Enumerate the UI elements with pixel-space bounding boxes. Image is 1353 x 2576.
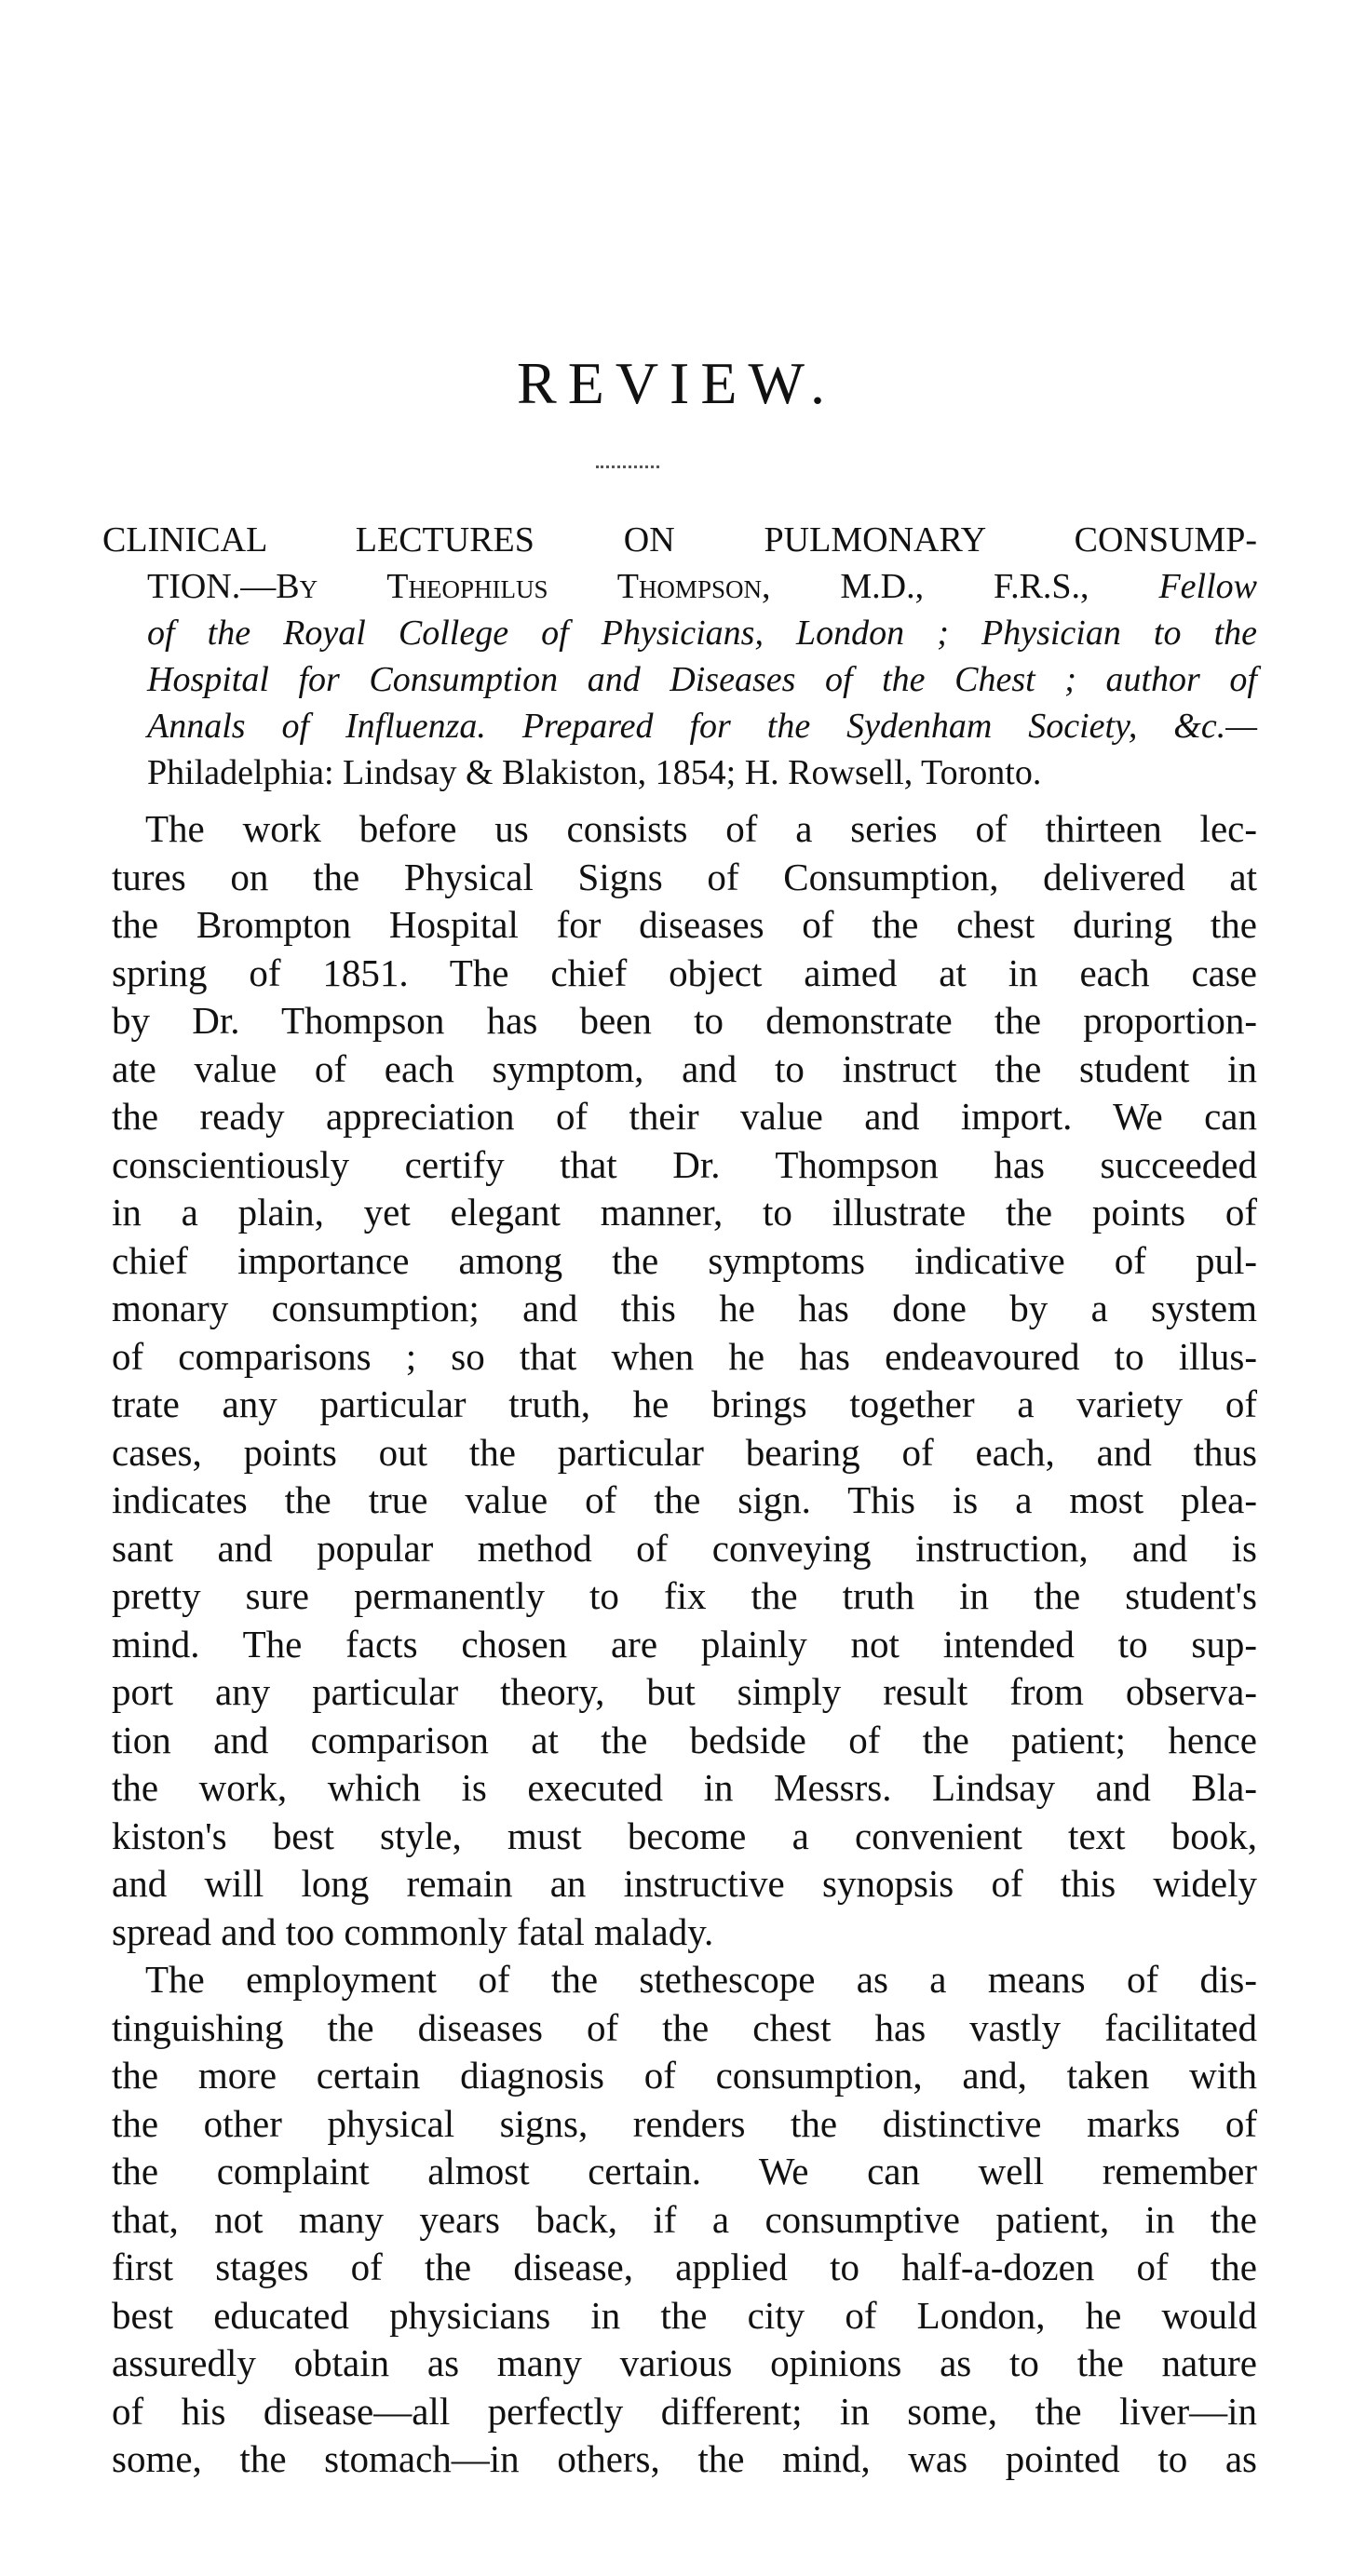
body-line: spring of 1851. The chief object aimed at in each case [112, 951, 1257, 994]
body-line: in a plain, yet elegant manner, to illustrate the points of [112, 1191, 1257, 1234]
body-line: The work before us consists of a series of thirteen lec- [145, 807, 1257, 850]
body-line: the complaint almost certain. We can well remember [112, 2150, 1257, 2192]
body-line: the Brompton Hospital for diseases of the chest during the [112, 903, 1257, 946]
body-line: best educated physicians in the city of London, he would [112, 2293, 1257, 2337]
body-line: kiston's best style, must become a convenient text book, [112, 1814, 1257, 1857]
body-line: The employment of the stethescope as a means of dis- [145, 1958, 1257, 2001]
page-heading: REVIEW. [517, 350, 836, 416]
citation-line-4 [102, 656, 1257, 703]
body-line: some, the stomach—in others, the mind, was pointed to as [112, 2437, 1257, 2480]
body-line: by Dr. Thompson has been to demonstrate the proportion- [112, 999, 1257, 1042]
citation-line-5 [102, 703, 1257, 749]
citation-line-1 [102, 517, 1257, 563]
citation-line-2 [102, 563, 1257, 610]
body-line: of his disease—all perfectly different; in some, the liver—in [112, 2389, 1257, 2433]
body-line: monary consumption; and this he has done by a system [112, 1287, 1257, 1329]
body-line: first stages of the disease, applied to half-a-dozen of the [112, 2246, 1257, 2288]
body-line: assuredly obtain as many various opinions as to the nature [112, 2341, 1257, 2384]
citation-italic: of the Royal College of Physicians, London ; Physician to the [147, 614, 1257, 653]
body-line: and will long remain an instructive synopsis of this widely [112, 1862, 1257, 1905]
body-line: ate value of each symptom, and to instruct the student in [112, 1046, 1257, 1090]
citation-line-6 [102, 749, 1257, 796]
citation-line-3 [102, 610, 1257, 656]
body-line: pretty sure permanently to fix the truth in the student's [112, 1574, 1257, 1617]
author-name: By Theophilus Thompson, [276, 567, 771, 606]
citation-block [102, 517, 1257, 796]
body-line: the more certain diagnosis of consumption, and, taken with [112, 2054, 1257, 2097]
citation-italic: Fellow [1158, 567, 1257, 606]
body-line: trate any particular truth, he brings together a variety of [112, 1382, 1257, 1425]
body-line: that, not many years back, if a consumptive patient, in the [112, 2197, 1257, 2241]
body-line: tures on the Physical Signs of Consumption, delivered at [112, 855, 1257, 898]
citation-text: CLINICAL LECTURES ON PULMONARY CONSUMP- [102, 520, 1257, 560]
heading-divider [596, 465, 659, 468]
body-line: the work, which is executed in Messrs. Lindsay and Bla- [112, 1766, 1257, 1809]
body-line: the ready appreciation of their value and import. We can [112, 1095, 1257, 1138]
body-line: mind. The facts chosen are plainly not intended to sup- [112, 1622, 1257, 1666]
citation-text: M.D., F.R.S., [770, 567, 1159, 606]
body-line: tion and comparison at the bedside of the patient; hence [112, 1718, 1257, 1761]
body-line: port any particular theory, but simply result from observa- [112, 1670, 1257, 1713]
review-body [112, 805, 1257, 2484]
body-line: tinguishing the diseases of the chest has vastly facilitated [112, 2005, 1257, 2049]
citation-italic: Annals of Influenza. Prepared for the Sydenham Society, &c.— [147, 707, 1257, 746]
body-line: indicates the true value of the sign. This is a most plea- [112, 1478, 1257, 1521]
body-line: cases, points out the particular bearing of each, and thus [112, 1430, 1257, 1474]
citation-text: TION.— [147, 567, 277, 606]
body-line: spread and too commonly fatal malady. [112, 1909, 714, 1953]
body-line: conscientiously certify that Dr. Thompson has succeeded [112, 1142, 1257, 1186]
body-line: sant and popular method of conveying instruction, and is [112, 1526, 1257, 1570]
body-line: chief importance among the symptoms indicative of pul- [112, 1238, 1257, 1282]
body-line: of comparisons ; so that when he has endeavoured to illus- [112, 1334, 1257, 1378]
citation-italic: Hospital for Consumption and Diseases of the Chest ; author of [147, 660, 1257, 699]
publisher-line: Philadelphia: Lindsay & Blakiston, 1854; H. Rowsell, Toronto. [147, 753, 1042, 792]
body-line: the other physical signs, renders the distinctive marks of [112, 2101, 1257, 2145]
